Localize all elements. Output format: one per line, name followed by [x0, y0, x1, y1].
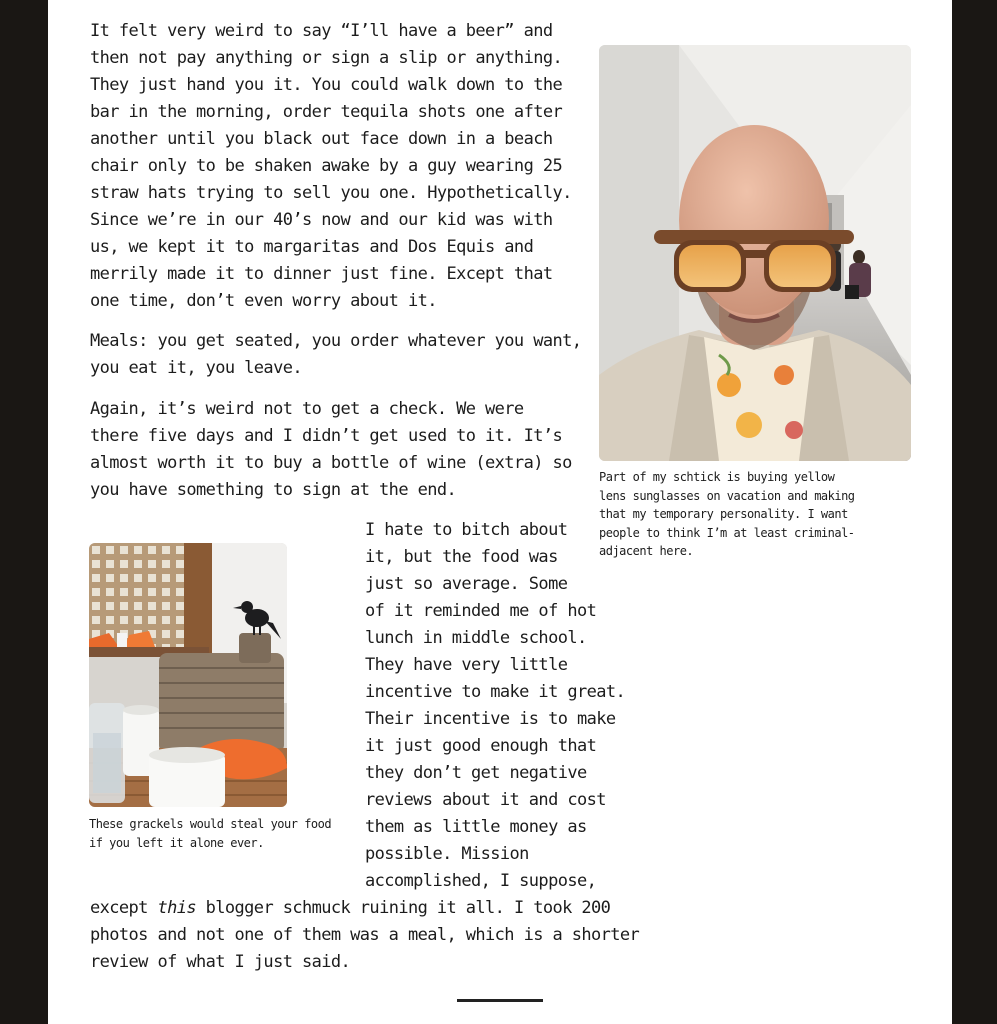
text-line: of it reminded me of hot [365, 601, 597, 621]
paragraph-meals: Meals: you get seated, you order whatever you want, you eat it, you leave. [90, 331, 582, 378]
text-fragment: blogger schmuck ruining it all. I took 200 [196, 898, 611, 918]
text-line: They have very little [365, 655, 568, 675]
selfie-image [599, 45, 911, 461]
text-line: lunch in middle school. [365, 628, 587, 648]
text-line: it just good enough that [365, 736, 597, 756]
text-fragment: except [90, 898, 158, 918]
article-page [48, 0, 952, 1024]
text-line: possible. Mission [365, 844, 529, 864]
section-divider [457, 999, 543, 1002]
paragraph-no-check: Again, it’s weird not to get a check. We were there five days and I didn’t get used to it. It’s almost worth it to buy a bottle of wine (extra) so you have something to sign at the end. [90, 399, 572, 500]
text-line: I hate to bitch about [365, 520, 568, 540]
grackle-caption: These grackels would steal your food if you left it alone ever. [89, 817, 332, 850]
text-line: it, but the food was [365, 547, 558, 567]
selfie-caption: Part of my schtick is buying yellow lens sunglasses on vacation and making that my temporary personality. I want people to think I’m at least criminal-adjacent here. [599, 470, 855, 558]
text-line: just so average. Some [365, 574, 568, 594]
text-line: accomplished, I suppose, [365, 871, 597, 891]
paragraph-open-bar: It felt very weird to say “I’ll have a beer” and then not pay anything or sign a slip or anything. They just hand you it. You could walk down to the bar in the morning, order tequila shots one after another until you black out face down in a beach chair only to be shaken awake by a guy wearing 25 straw hats trying to sell you one. Hypothetically. Since we’re in our 40’s now and our kid was with us, we kept it to margaritas and Dos Equis and merrily made it to dinner just fine. Except that one time, don’t even worry about it. [90, 21, 572, 311]
text-line: reviews about it and cost [365, 790, 606, 810]
text-line: photos and not one of them was a meal, which is a shorter [90, 925, 640, 945]
text-line: them as little money as [365, 817, 587, 837]
selfie-photo[interactable] [599, 45, 911, 461]
text-line [90, 895, 610, 922]
text-line: incentive to make it great. [365, 682, 626, 702]
grackle-image [89, 543, 287, 807]
text-line: review of what I just said. [90, 952, 351, 972]
text-line: they don’t get negative [365, 763, 587, 783]
text-line: Their incentive is to make [365, 709, 616, 729]
grackle-photo[interactable] [89, 543, 287, 807]
emphasis-text: this [157, 898, 196, 918]
